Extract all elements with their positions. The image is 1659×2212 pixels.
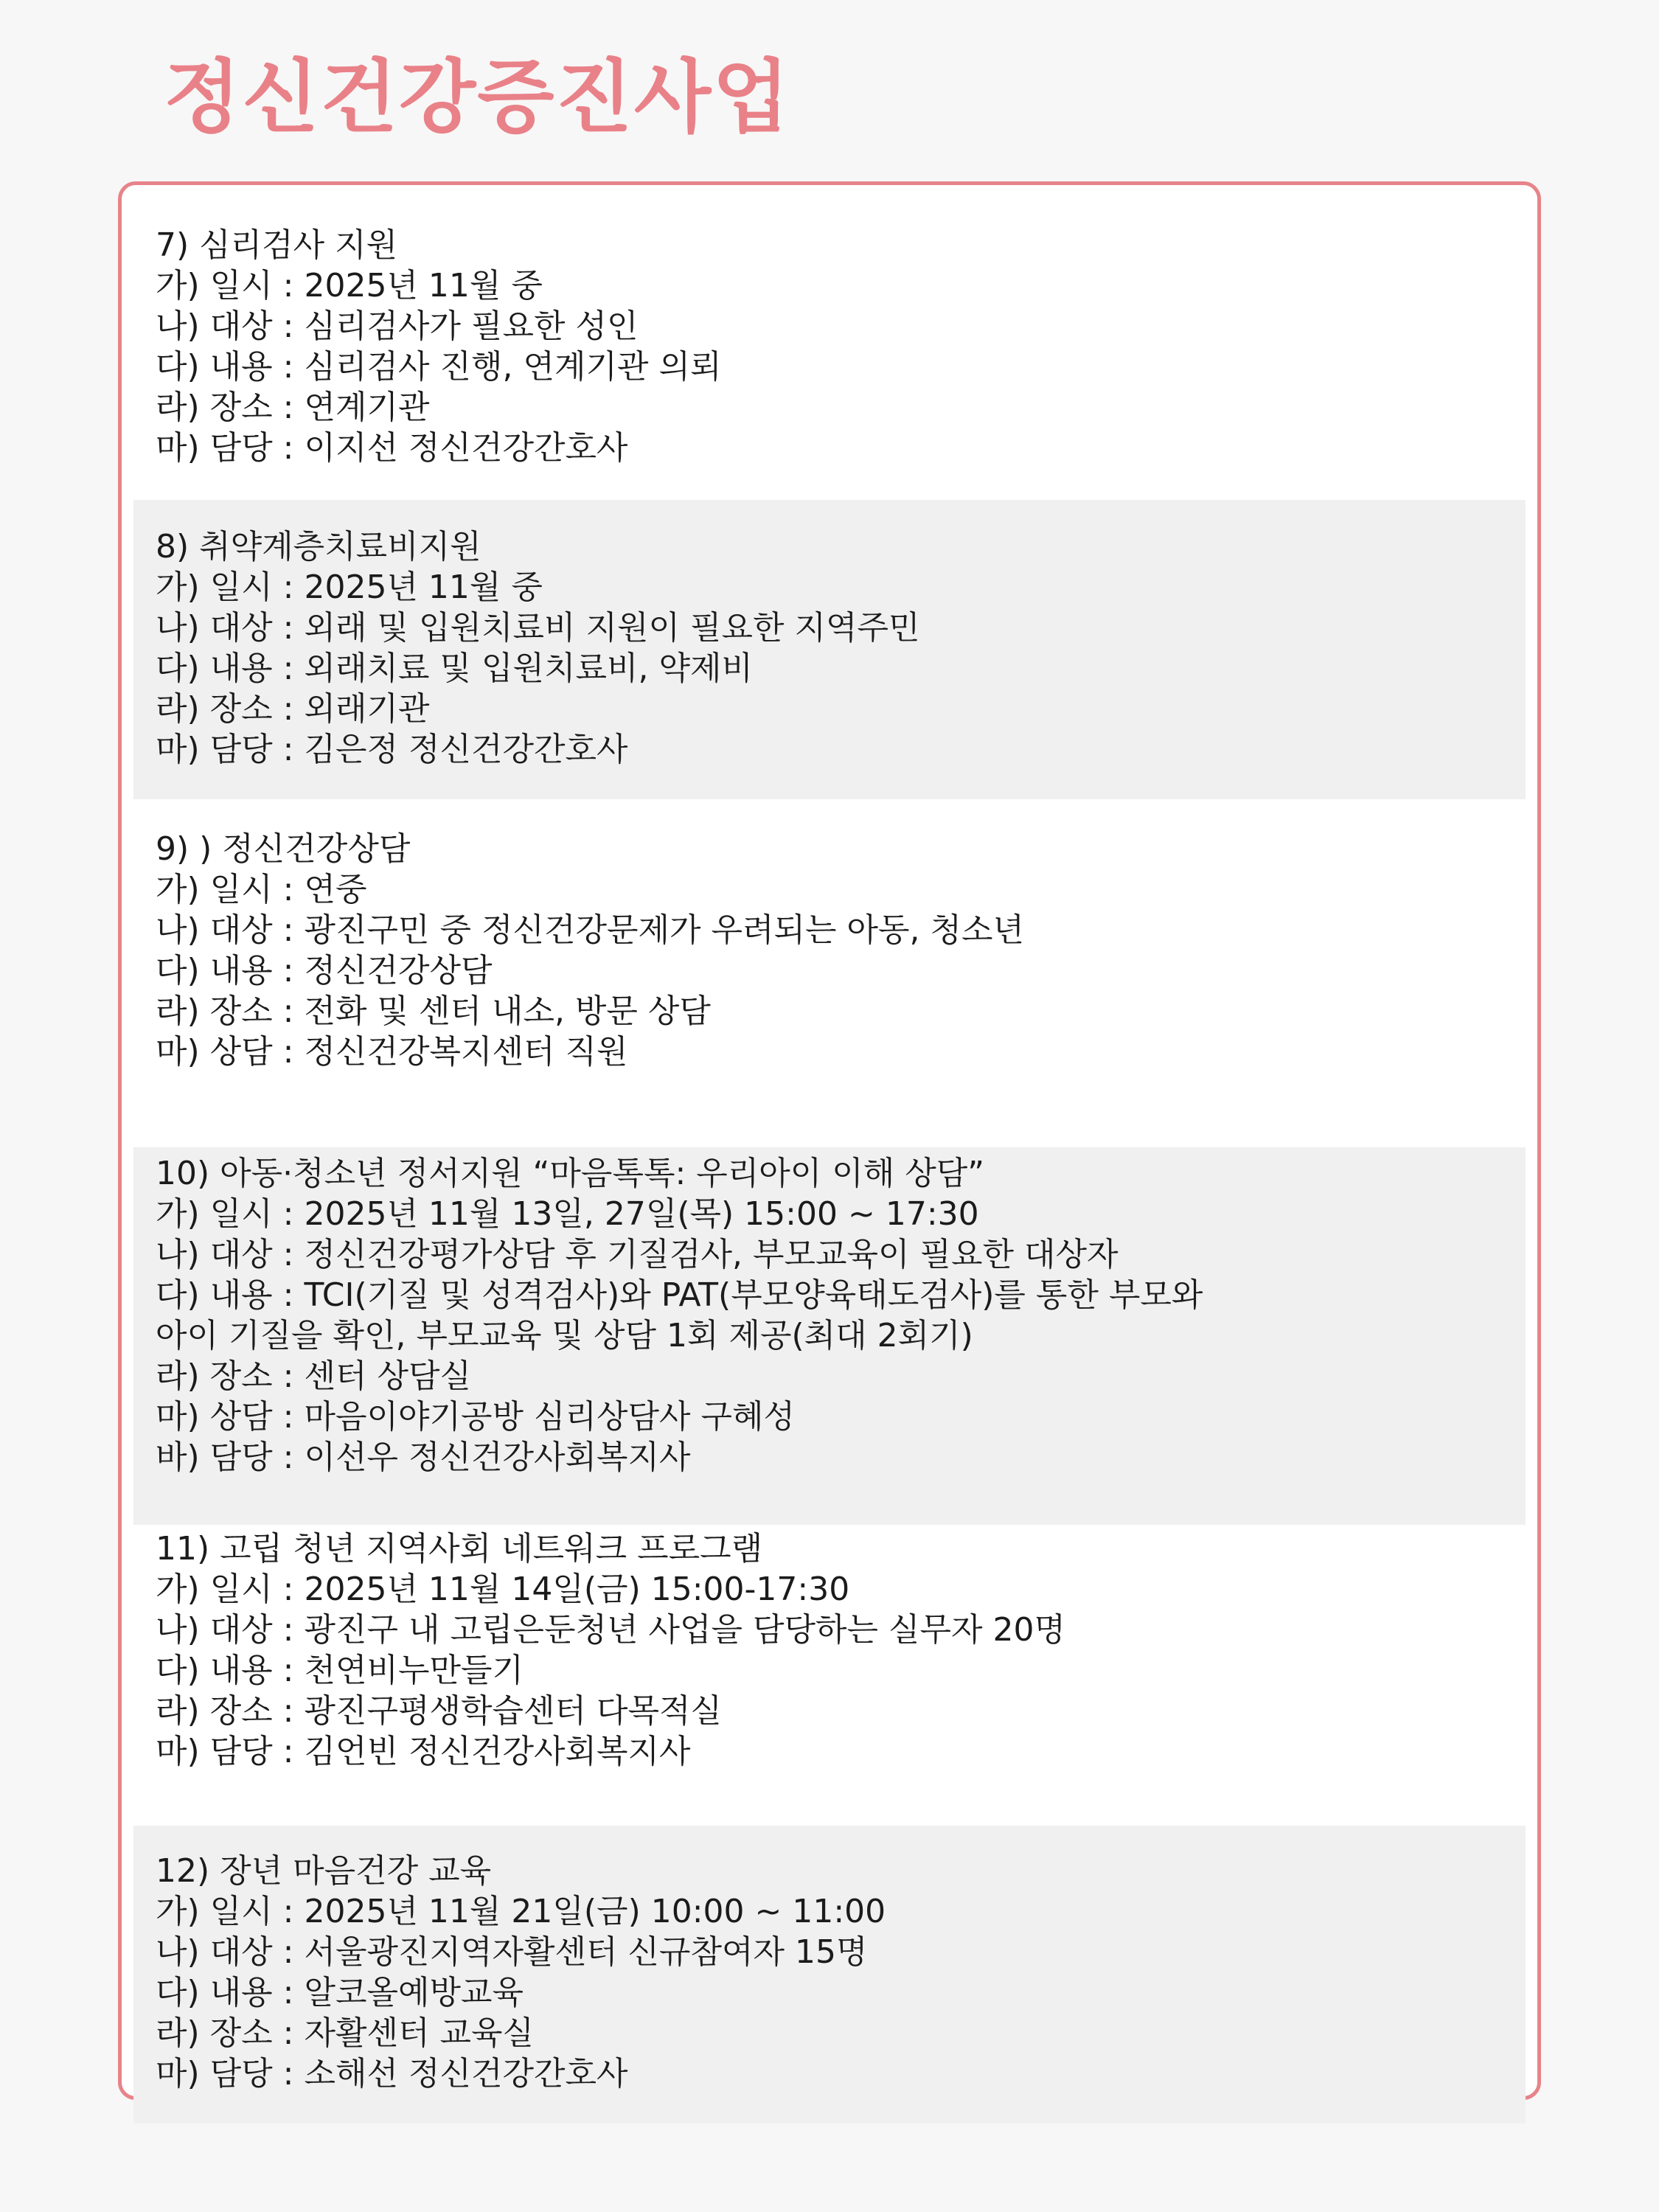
section-heading: 7) 심리검사 지원 [156, 226, 398, 264]
section-line: 나) 대상 : 광진구 내 고립은둔청년 사업을 담당하는 실무자 20명 [156, 1611, 1065, 1649]
section-line: 라) 장소 : 자활센터 교육실 [156, 2014, 534, 2052]
section-line: 가) 일시 : 2025년 11월 14일(금) 15:00-17:30 [156, 1571, 850, 1608]
section-line: 나) 대상 : 심리검사가 필요한 성인 [156, 307, 639, 345]
section-heading: 12) 장년 마음건강 교육 [156, 1852, 492, 1890]
section-line: 다) 내용 : 알코올예방교육 [156, 1974, 524, 2011]
section-line: 아이 기질을 확인, 부모교육 및 상담 1회 제공(최대 2회기) [156, 1317, 973, 1354]
section-line: 나) 대상 : 정신건강평가상담 후 기질검사, 부모교육이 필요한 대상자 [156, 1236, 1119, 1273]
section-line: 다) 내용 : 심리검사 진행, 연계기관 의뢰 [156, 348, 722, 386]
section-line: 나) 대상 : 광진구민 중 정신건강문제가 우려되는 아동, 청소년 [156, 911, 1024, 949]
section-line: 다) 내용 : 외래치료 및 입원치료비, 약제비 [156, 650, 753, 687]
section-heading: 9) ) 정신건강상담 [156, 830, 411, 868]
section-line: 가) 일시 : 2025년 11월 13일, 27일(목) 15:00 ~ 17:30 [156, 1195, 979, 1233]
section-line: 마) 담당 : 이지선 정신건강간호사 [156, 429, 628, 467]
section-heading: 10) 아동·청소년 정서지원 “마음톡톡: 우리아이 이해 상담” [156, 1155, 985, 1192]
section-line: 라) 장소 : 광진구평생학습센터 다목적실 [156, 1692, 722, 1730]
section-heading: 11) 고립 청년 지역사회 네트워크 프로그램 [156, 1530, 763, 1568]
section-line: 라) 장소 : 센터 상담실 [156, 1357, 471, 1395]
section-youth-network [133, 1528, 1526, 1823]
section-line: 바) 담당 : 이선우 정신건강사회복지사 [156, 1439, 691, 1476]
section-line: 다) 내용 : TCI(기질 및 성격검사)와 PAT(부모양육태도검사)를 통한 부모와 [156, 1276, 1203, 1314]
section-line: 라) 장소 : 전화 및 센터 내소, 방문 상담 [156, 992, 711, 1030]
section-line: 다) 내용 : 정신건강상담 [156, 952, 493, 990]
page-title: 정신건강증진사업 [164, 52, 791, 144]
section-line: 나) 대상 : 외래 및 입원치료비 지원이 필요한 지역주민 [156, 609, 920, 647]
section-line: 라) 장소 : 연계기관 [156, 389, 430, 426]
section-child-emotional-support [133, 1147, 1526, 1525]
section-line: 나) 대상 : 서울광진지역자활센터 신규참여자 15명 [156, 1933, 868, 1971]
section-line: 다) 내용 : 천연비누만들기 [156, 1652, 524, 1689]
section-line: 마) 담당 : 소해선 정신건강간호사 [156, 2055, 628, 2093]
section-middle-age-education [133, 1826, 1526, 2124]
section-line: 마) 담당 : 김언빈 정신건강사회복지사 [156, 1733, 691, 1770]
section-treatment-support [133, 500, 1526, 799]
section-line: 가) 일시 : 2025년 11월 중 [156, 568, 543, 606]
section-mental-counseling [133, 829, 1526, 1138]
section-line: 마) 담당 : 김은정 정신건강간호사 [156, 731, 628, 768]
section-line: 가) 일시 : 2025년 11월 21일(금) 10:00 ~ 11:00 [156, 1893, 886, 1930]
section-psych-test [133, 225, 1526, 498]
section-line: 마) 상담 : 정신건강복지센터 직원 [156, 1033, 628, 1071]
section-line: 라) 장소 : 외래기관 [156, 690, 430, 728]
section-heading: 8) 취약계층치료비지원 [156, 528, 481, 566]
section-line: 마) 상담 : 마음이야기공방 심리상담사 구혜성 [156, 1398, 795, 1436]
section-line: 가) 일시 : 2025년 11월 중 [156, 267, 543, 305]
section-line: 가) 일시 : 연중 [156, 871, 367, 908]
